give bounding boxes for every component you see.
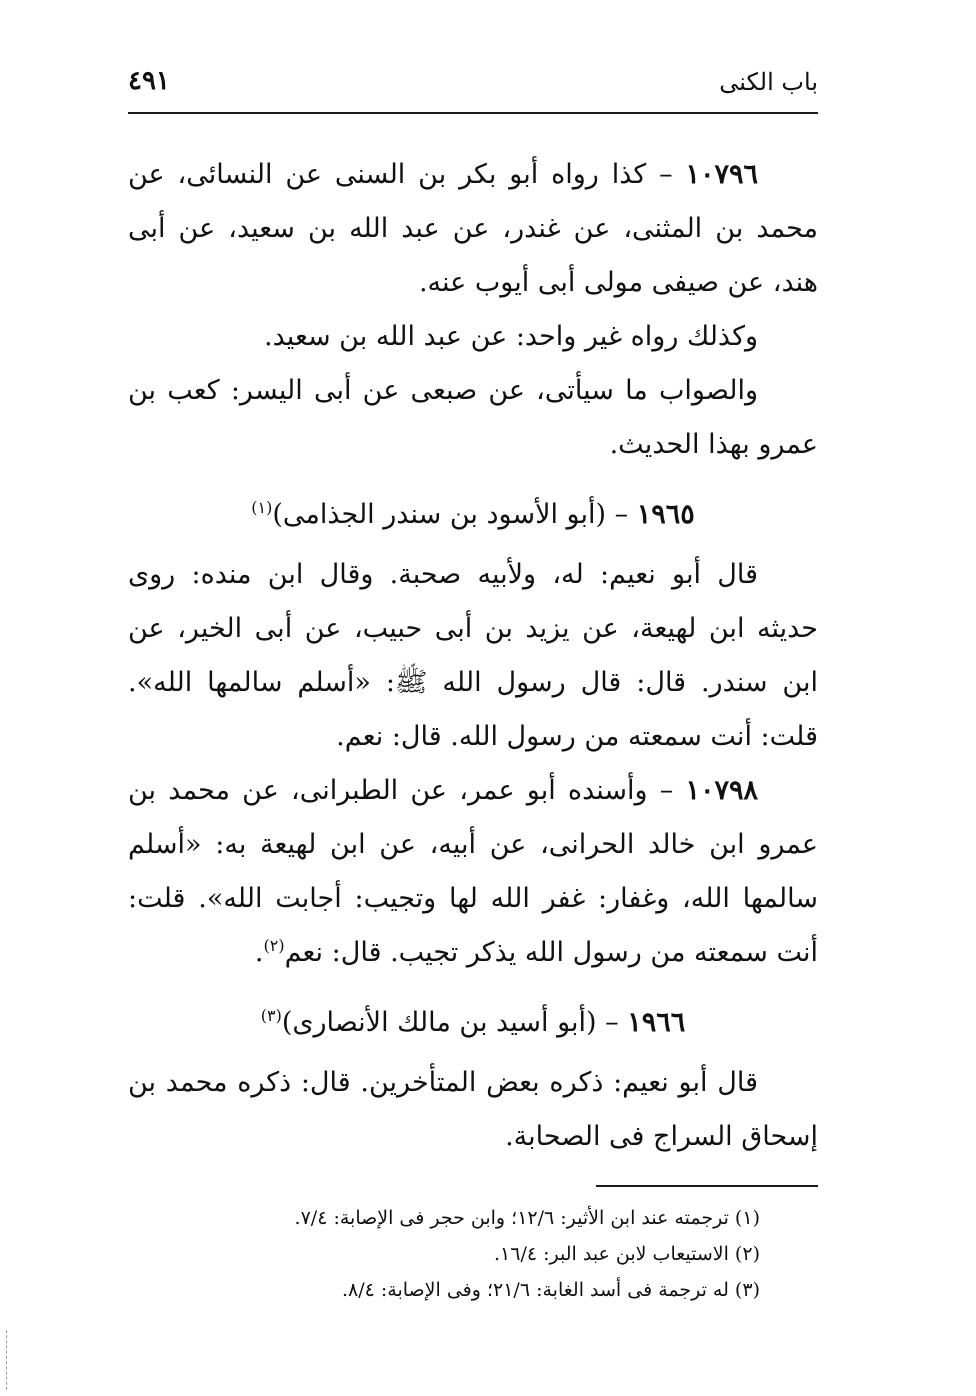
paragraph: والصواب ما سيأتى، عن صبعى عن أبى اليسر: كعب بن عمرو بهذا الحديث.	[128, 375, 818, 460]
footnote-ref: (٣)	[260, 1006, 282, 1025]
section-number: ١٩٦٦	[627, 1007, 686, 1038]
section-heading-1965	[128, 488, 818, 542]
footnote-2: (٢) الاستيعاب لابن عبد البر: ١٦/٤.	[494, 1243, 760, 1265]
paragraph: وكذلك رواه غير واحد: عن عبد الله بن سعيد.	[264, 321, 758, 352]
section-heading-1966	[128, 996, 818, 1050]
entry-number: ١٠٧٩٦	[685, 159, 758, 190]
main-text	[128, 148, 818, 1164]
scan-edge-mark	[6, 1330, 8, 1390]
footnote-1: (١) ترجمته عند ابن الأثير: ١٢/٦؛ وابن حجر فى الإصابة: ٧/٤.	[294, 1207, 760, 1229]
entry-number: ١٠٧٩٨	[685, 775, 758, 806]
paragraph: قال أبو نعيم: له، ولأبيه صحبة. وقال ابن منده: روى حديثه ابن لهيعة، عن يزيد بن أبى حبيب، عن أبى الخير، عن ابن سندر. قال: قال رسول الله ﷺ: «أسلم سالمها الله». قلت: أنت سمعته من رسول الله. قال: نعم.	[128, 559, 818, 752]
section-number: ١٩٦٥	[636, 499, 695, 530]
footnote-ref: (٢)	[263, 936, 285, 955]
entry-text: – كذا رواه أبو بكر بن السنى عن النسائى، عن محمد بن المثنى، عن غندر، عن عبد الله بن سعيد، عن أبى هند، عن صيفى مولى أبى أيوب عنه.	[128, 159, 818, 298]
section-title: – (أبو الأسود بن سندر الجذامى)	[272, 499, 629, 530]
page-header	[128, 62, 818, 110]
footnote-rule	[596, 1185, 818, 1187]
footnote-ref: (١)	[251, 498, 273, 517]
footnotes	[150, 1200, 760, 1308]
paragraph: قال أبو نعيم: ذكره بعض المتأخرين. قال: ذكره محمد بن إسحاق السراج فى الصحابة.	[128, 1067, 818, 1152]
header-rule	[128, 112, 818, 114]
entry-10798	[128, 764, 818, 980]
entry-end: .	[254, 937, 264, 968]
footnote-3: (٣) له ترجمة فى أسد الغابة: ٢١/٦؛ وفى الإصابة: ٨/٤.	[341, 1279, 760, 1301]
entry-10796	[128, 148, 818, 310]
section-title: – (أبو أسيد بن مالك الأنصارى)	[281, 1007, 619, 1038]
entry-text: – وأسنده أبو عمر، عن الطبرانى، عن محمد بن عمرو ابن خالد الحرانى، عن أبيه، عن ابن لهيعة به: «أسلم سالمها الله، وغفار: غفر الله لها وتجيب: أجابت الله». قلت: أنت سمعته من رسول الله يذكر تجيب. قال: نعم	[128, 775, 818, 968]
running-title: باب الكنى	[719, 68, 818, 96]
page-number: ٤٩١	[128, 66, 170, 96]
